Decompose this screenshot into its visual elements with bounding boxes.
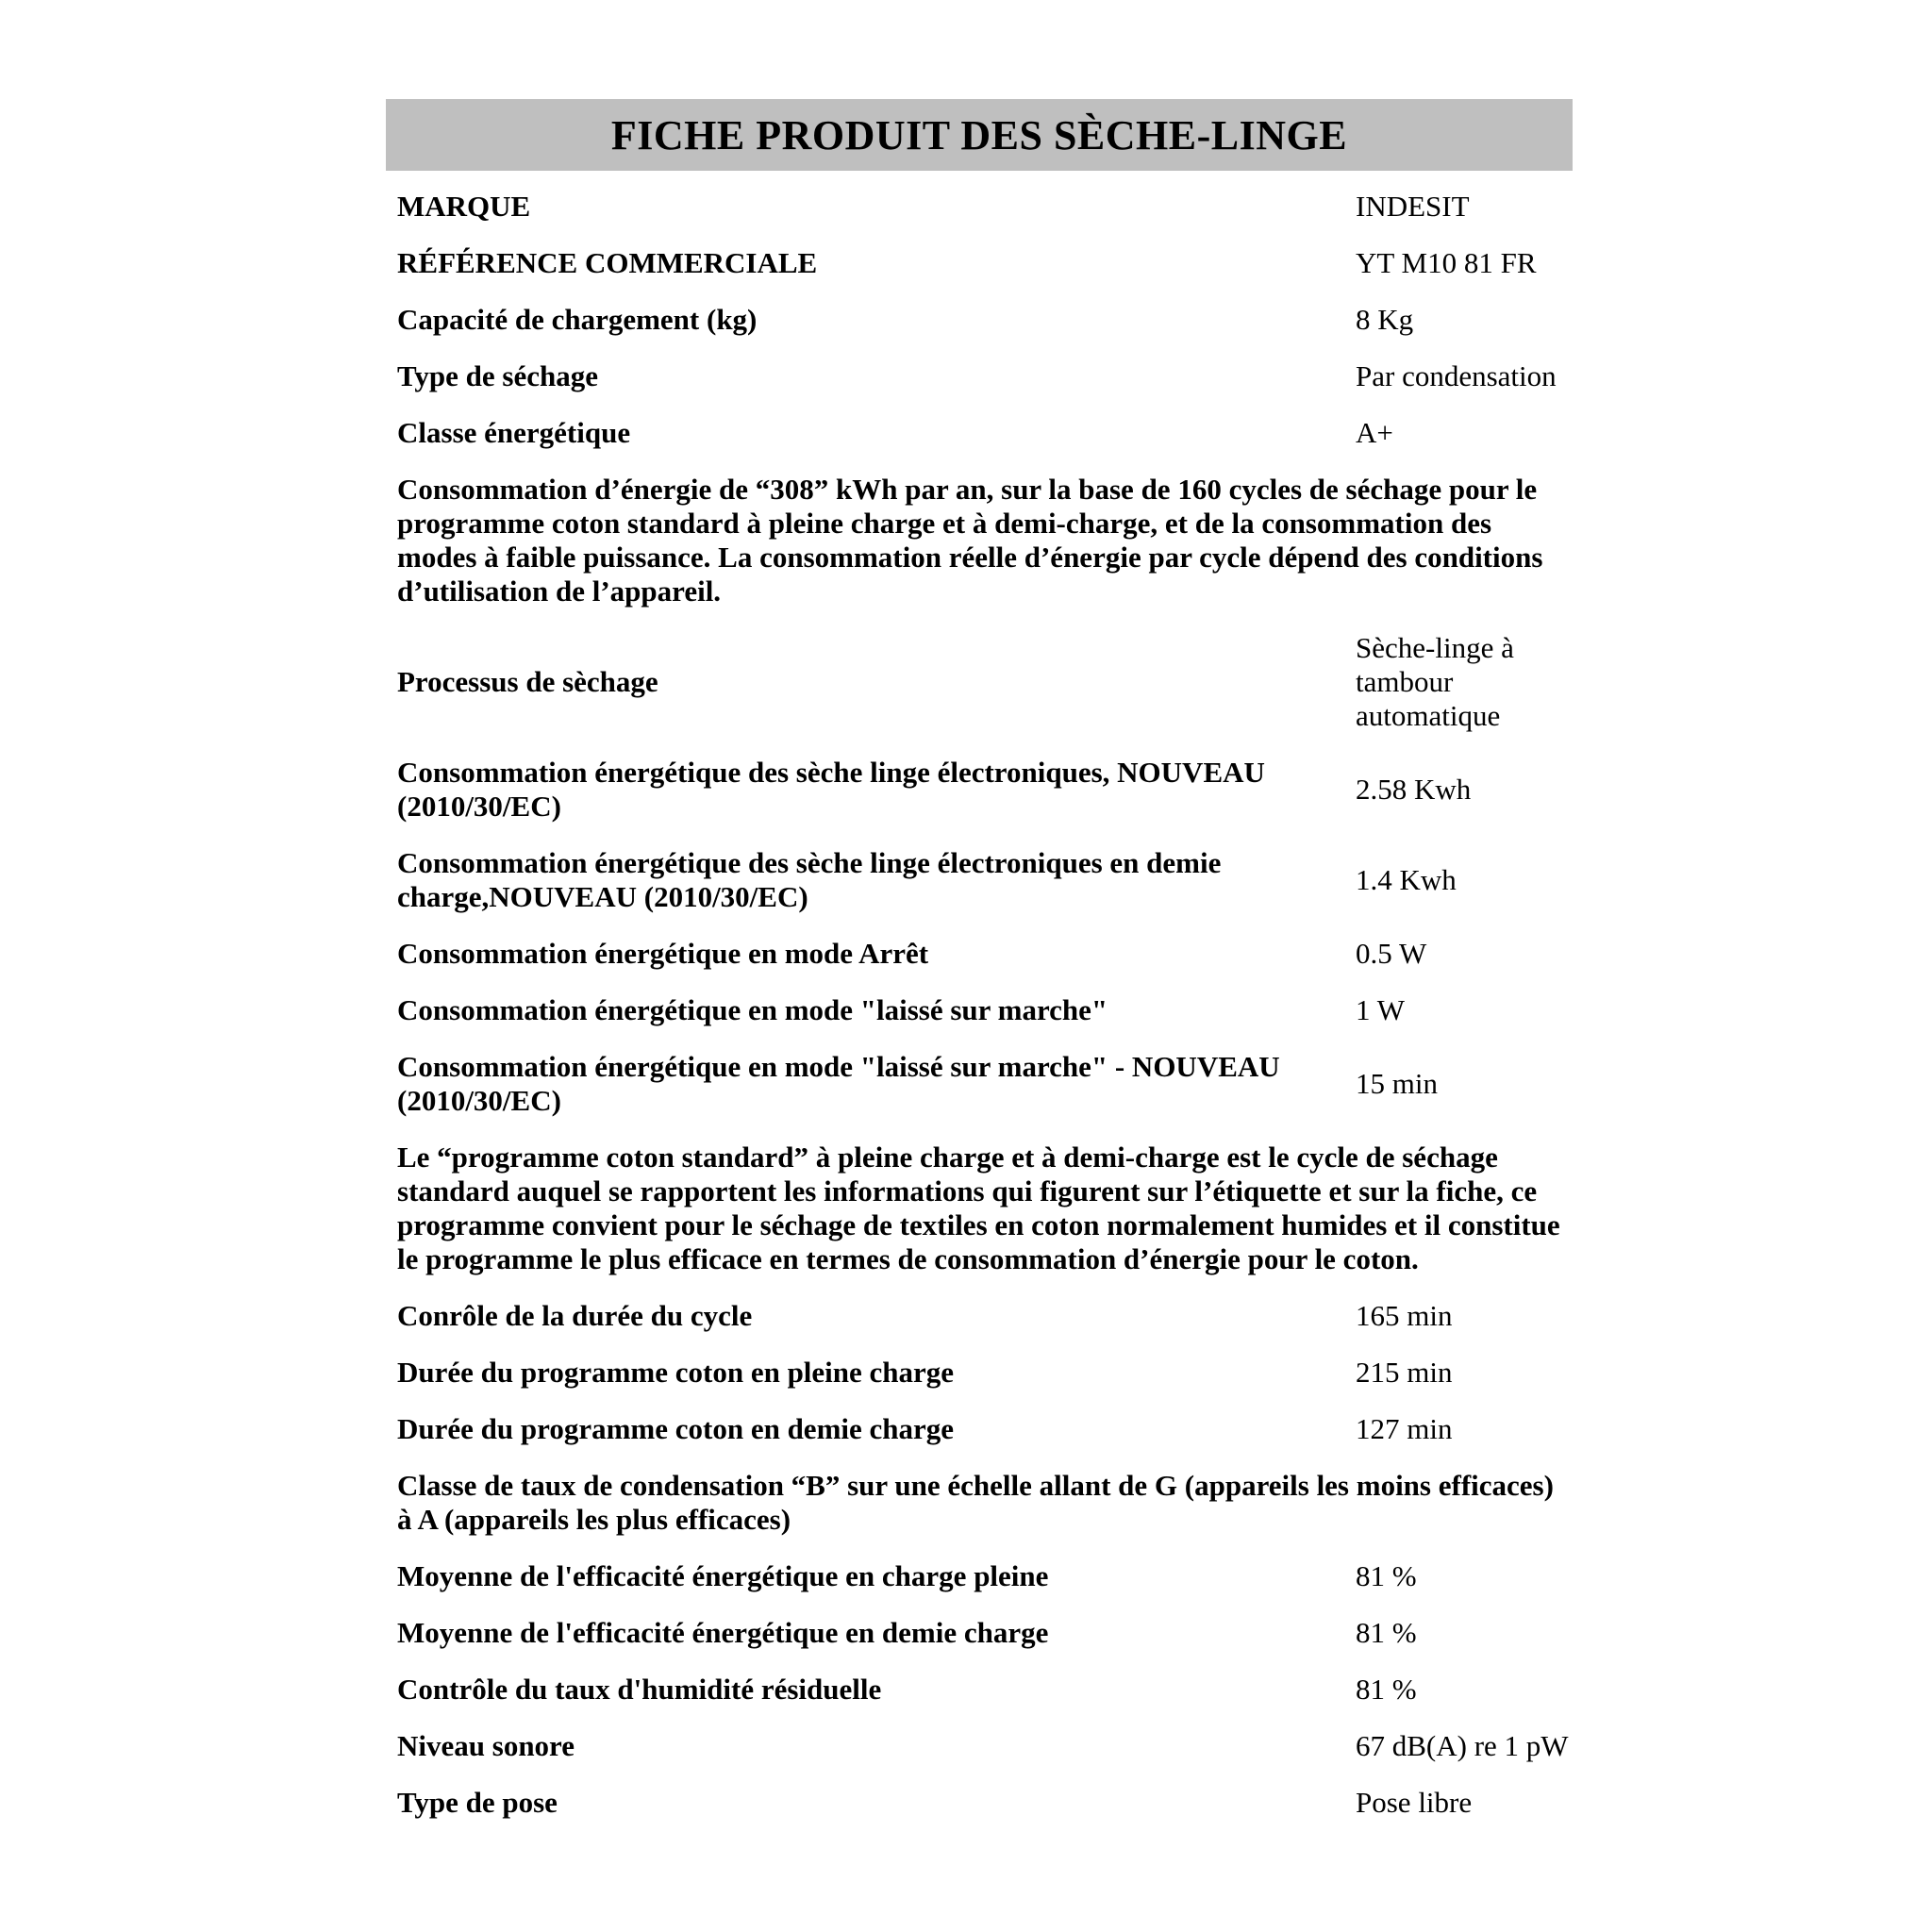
spec-row <box>397 846 1573 914</box>
product-sheet <box>386 99 1573 1842</box>
spec-value: 8 Kg <box>1356 303 1414 336</box>
note-paragraph: Classe de taux de condensation “B” sur une échelle allant de G (appareils les moins efficaces) à A (appareils les plus efficaces) <box>397 1469 1554 1536</box>
spec-value: Sèche-linge à tambour automatique <box>1356 631 1514 732</box>
spec-value: A+ <box>1356 416 1393 449</box>
spec-value: INDESIT <box>1356 190 1470 223</box>
spec-value: Par condensation <box>1356 359 1557 392</box>
spec-row <box>397 1673 1573 1707</box>
spec-row <box>397 993 1573 1027</box>
spec-row <box>397 1786 1573 1820</box>
note-paragraph: Consommation d’énergie de “308” kWh par an, sur la base de 160 cycles de séchage pour le programme coton standard à pleine charge et à demi-charge, et de la consommation des modes à faible puissance. La consommation réelle d’énergie par cycle dépend des conditions d’utilisation de l’appareil. <box>397 473 1543 608</box>
spec-row <box>397 1412 1573 1446</box>
page-title: FICHE PRODUIT DES SÈCHE-LINGE <box>610 111 1348 158</box>
spec-row <box>397 631 1573 733</box>
spec-row <box>397 1729 1573 1763</box>
spec-label: Capacité de chargement (kg) <box>397 303 758 336</box>
spec-value: 67 dB(A) re 1 pW <box>1356 1729 1569 1762</box>
sheet-title-banner <box>386 99 1573 171</box>
note-paragraph: Le “programme coton standard” à pleine charge et à demi-charge est le cycle de séchage standard auquel se rapportent les informations qui figurent sur l’étiquette et sur la fiche, ce programme convient pour le séchage de textiles en coton normalement humides et il constitue le programme le plus efficace en termes de consommation d’énergie pour le coton. <box>397 1141 1560 1275</box>
spec-label: Classe énergétique <box>397 416 631 449</box>
spec-value: 165 min <box>1356 1299 1453 1332</box>
spec-value: 2.58 Kwh <box>1356 773 1472 806</box>
spec-value: Pose libre <box>1356 1786 1473 1819</box>
spec-label: Moyenne de l'efficacité énergétique en charge pleine <box>397 1559 1049 1592</box>
spec-label: Conrôle de la durée du cycle <box>397 1299 753 1332</box>
spec-row <box>397 303 1573 337</box>
spec-value: 15 min <box>1356 1067 1438 1100</box>
spec-table <box>386 171 1573 1820</box>
spec-value: 81 % <box>1356 1673 1417 1706</box>
spec-label: Moyenne de l'efficacité énergétique en demie charge <box>397 1616 1049 1649</box>
spec-value: YT M10 81 FR <box>1356 246 1537 279</box>
spec-value: 1 W <box>1356 993 1405 1026</box>
spec-label: Processus de sèchage <box>397 665 658 698</box>
spec-row <box>397 937 1573 971</box>
spec-label: Consommation énergétique en mode "laissé sur marche" <box>397 993 1108 1026</box>
spec-label: Consommation énergétique en mode "laissé sur marche" - NOUVEAU (2010/30/EC) <box>397 1050 1280 1117</box>
spec-row <box>397 1299 1573 1333</box>
spec-value: 81 % <box>1356 1559 1417 1592</box>
spec-label: Contrôle du taux d'humidité résiduelle <box>397 1673 882 1706</box>
spec-row <box>397 756 1573 824</box>
spec-label: Type de séchage <box>397 359 598 392</box>
spec-value: 215 min <box>1356 1356 1453 1389</box>
spec-row <box>397 416 1573 450</box>
spec-value: 0.5 W <box>1356 937 1427 970</box>
spec-label: Consommation énergétique en mode Arrêt <box>397 937 929 970</box>
spec-label: Consommation énergétique des sèche linge électroniques en demie charge,NOUVEAU (2010/30/EC) <box>397 846 1222 913</box>
spec-value: 127 min <box>1356 1412 1453 1445</box>
spec-row <box>397 359 1573 393</box>
spec-label: Consommation énergétique des sèche linge électroniques, NOUVEAU (2010/30/EC) <box>397 756 1265 823</box>
spec-label: Type de pose <box>397 1786 558 1819</box>
spec-row <box>397 246 1573 280</box>
spec-value: 1.4 Kwh <box>1356 863 1457 896</box>
spec-label: Durée du programme coton en pleine charge <box>397 1356 955 1389</box>
spec-row <box>397 1616 1573 1650</box>
spec-label: RÉFÉRENCE COMMERCIALE <box>397 246 818 279</box>
spec-row <box>397 1356 1573 1390</box>
spec-label: Niveau sonore <box>397 1729 575 1762</box>
spec-label: MARQUE <box>397 190 531 223</box>
spec-row <box>397 1050 1573 1118</box>
spec-label: Durée du programme coton en demie charge <box>397 1412 955 1445</box>
spec-value: 81 % <box>1356 1616 1417 1649</box>
spec-row <box>397 1559 1573 1593</box>
spec-row <box>397 190 1573 224</box>
